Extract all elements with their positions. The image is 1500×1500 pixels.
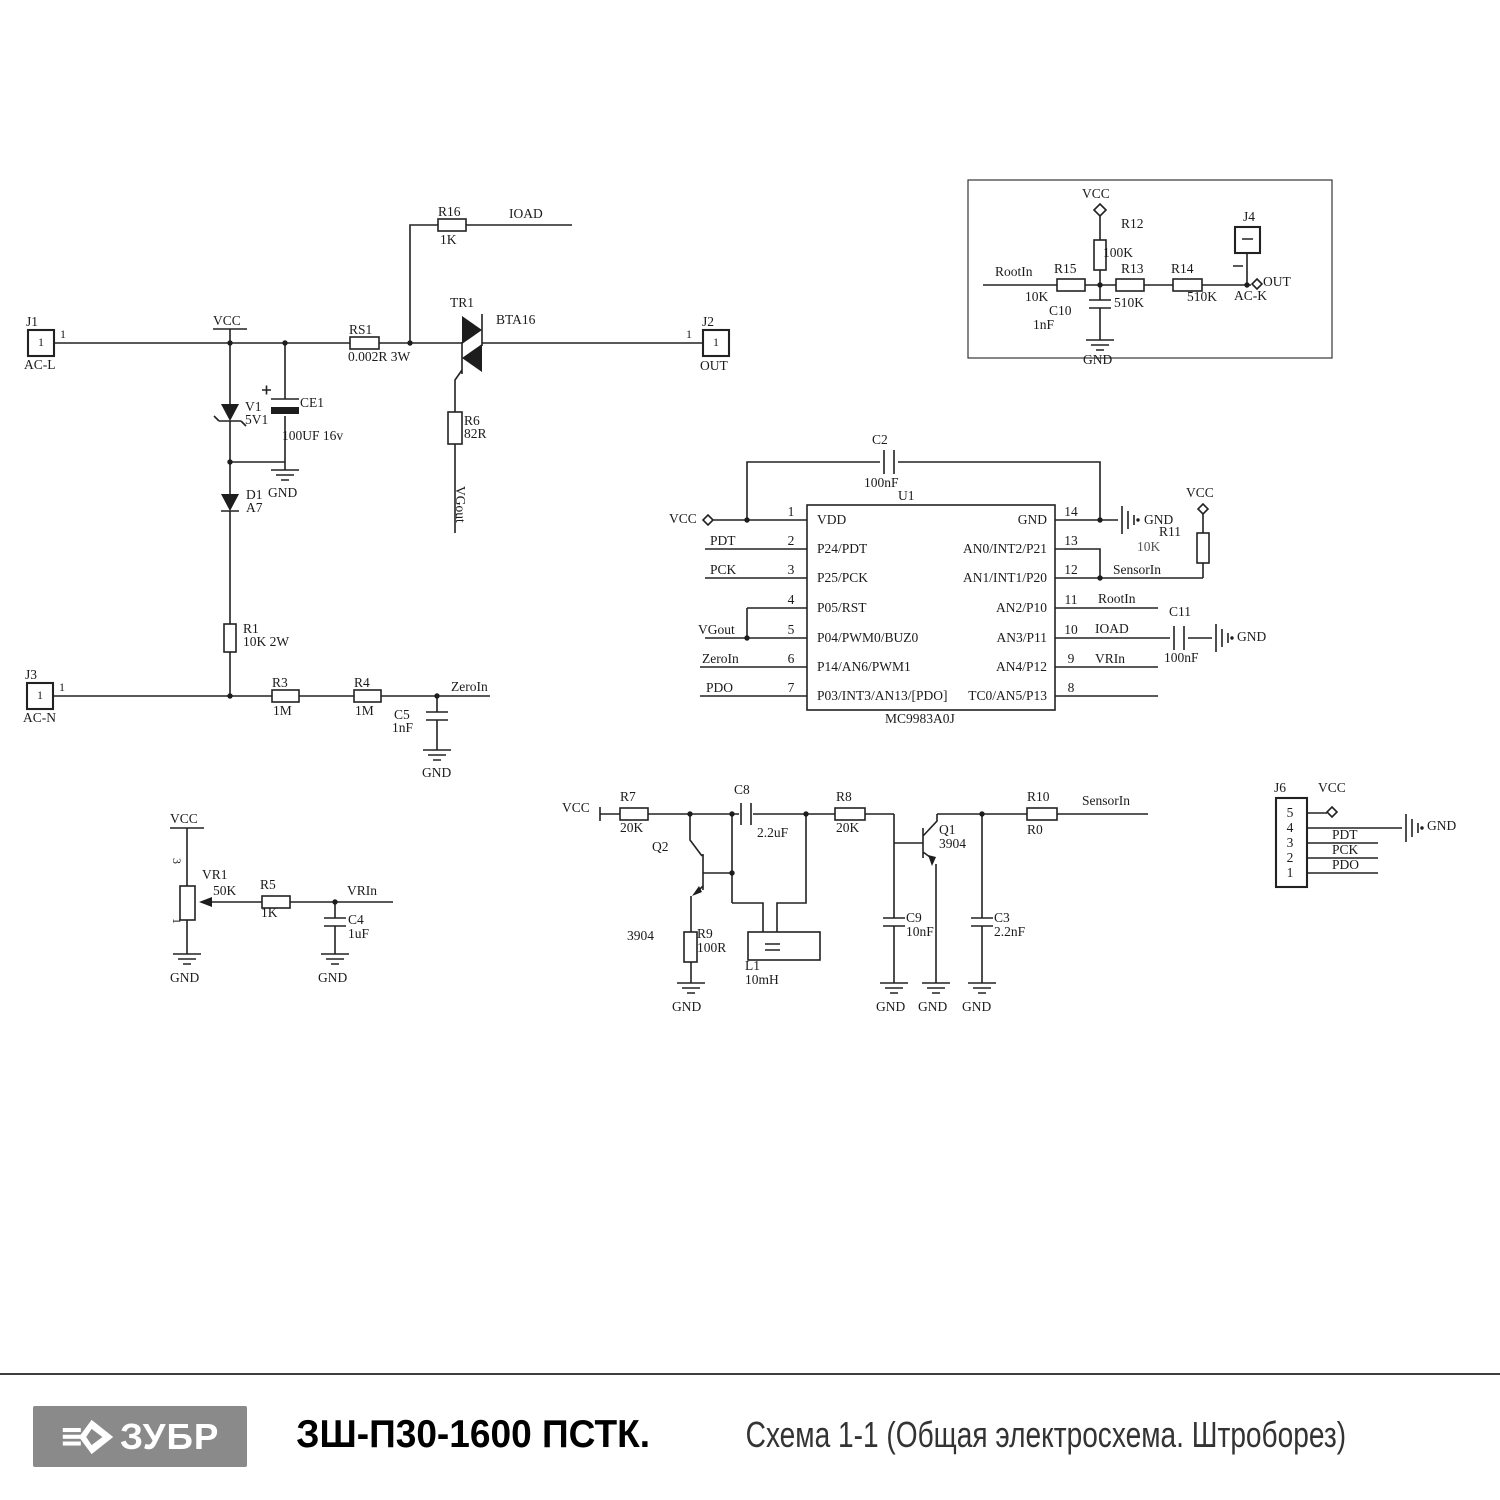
net-out: OUT (1263, 274, 1291, 289)
q2-value: 3904 (627, 928, 654, 943)
net-sensorin: SensorIn (1082, 793, 1130, 808)
r10-value: R0 (1027, 822, 1043, 837)
j6-ref: J6 (1274, 780, 1287, 795)
c3-ref: C3 (994, 910, 1010, 925)
r3-resistor-symbol (272, 690, 299, 702)
vr1-pot-symbol (180, 886, 195, 920)
u1-pin-number: 1 (787, 504, 795, 519)
r10-resistor-symbol (1027, 808, 1057, 820)
r11-value: 10K (1137, 539, 1161, 554)
r15-resistor-symbol (1057, 279, 1085, 291)
net-vgout: VGout (453, 486, 468, 523)
u1-pin-name: AN2/P10 (995, 600, 1047, 615)
u1-pin-name: P04/PWM0/BUZ0 (817, 630, 919, 645)
gnd-label: GND (962, 999, 992, 1014)
r3-ref: R3 (272, 675, 288, 690)
gnd-label: GND (672, 999, 702, 1014)
u1-pin-number: 7 (787, 680, 795, 695)
u1-pin-number: 3 (787, 562, 795, 577)
gnd-label: GND (876, 999, 906, 1014)
net-vcc: VCC (1186, 485, 1214, 500)
gnd-label: GND (422, 765, 452, 780)
c4-ref: C4 (348, 912, 364, 927)
r6-ref: R6 (464, 413, 480, 428)
j4-connector-symbol (1235, 227, 1260, 253)
j3-pin-number: 1 (59, 680, 65, 694)
gnd-label: GND (1083, 352, 1113, 367)
u1-pin-name: GND (1017, 512, 1047, 527)
net-pck: PCK (710, 562, 737, 577)
r8-ref: R8 (836, 789, 852, 804)
vcc-flag (1094, 204, 1106, 216)
r1-value: 10K 2W (243, 634, 290, 649)
c11-ref: C11 (1169, 604, 1192, 619)
c5-value: 1nF (392, 720, 414, 735)
j6-pin-label: 3 (1286, 835, 1294, 850)
gnd-symbol (321, 954, 349, 964)
r6-value: 82R (464, 426, 487, 441)
gnd-label: GND (1237, 629, 1267, 644)
r16-ref: R16 (438, 204, 461, 219)
gnd-symbol (173, 954, 201, 964)
u1-pin-number: 4 (787, 592, 795, 607)
net-vcc: VCC (1082, 186, 1110, 201)
brand-logo-text: ЗУБР (120, 1415, 220, 1457)
j6-pin-label: 5 (1286, 805, 1294, 820)
r16-resistor-symbol (438, 219, 466, 231)
c11-value: 100nF (1164, 650, 1199, 665)
c8-ref: C8 (734, 782, 750, 797)
gnd-symbol (423, 750, 451, 760)
net-pdo: PDO (706, 680, 734, 695)
r11-resistor-symbol (1197, 533, 1209, 563)
zubr-logo-icon (61, 1415, 115, 1459)
u1-pin-number: 10 (1064, 622, 1078, 637)
q1-ref: Q1 (939, 822, 956, 837)
net-ioad: IOAD (1095, 621, 1129, 636)
j1-pin-label: 1 (38, 335, 44, 349)
ce1-capacitor-symbol (262, 386, 299, 415)
r9-ref: R9 (697, 926, 713, 941)
r7-ref: R7 (620, 789, 636, 804)
net-vcc: VCC (1318, 780, 1346, 795)
r5-ref: R5 (260, 877, 276, 892)
gnd-symbol (271, 470, 299, 480)
u1-pin-name: TC0/AN5/P13 (968, 688, 1047, 703)
r9-resistor-symbol (684, 932, 697, 962)
u1-pin-number: 2 (787, 533, 795, 548)
u1-pin-number: 11 (1064, 592, 1078, 607)
q1-value: 3904 (939, 836, 966, 851)
r13-ref: R13 (1121, 261, 1144, 276)
gnd-symbol (1086, 340, 1114, 350)
r15-value: 10K (1025, 289, 1049, 304)
net-ioad: IOAD (509, 206, 543, 221)
u1-pin-name: P25/PCK (817, 570, 869, 585)
ac-section-wires (27, 219, 729, 760)
footer-title-model: ЗШ-П30-1600 ПСТК. (296, 1413, 650, 1456)
u1-pin-number: 14 (1064, 504, 1078, 519)
c3-value: 2.2nF (994, 924, 1026, 939)
gnd-label: GND (170, 970, 200, 985)
net-sensorin: SensorIn (1113, 562, 1161, 577)
rs1-value: 0.002R 3W (348, 349, 411, 364)
r15-ref: R15 (1054, 261, 1077, 276)
d1-ref: D1 (246, 487, 263, 502)
vcc-flag (1198, 504, 1208, 514)
rs1-resistor-symbol (350, 337, 379, 349)
net-pdt: PDT (1332, 827, 1358, 842)
footer-title (287, 1413, 1431, 1457)
j3-name: AC-N (23, 710, 56, 725)
gnd-symbol (968, 983, 996, 993)
rs1-ref: RS1 (349, 322, 373, 337)
c4-value: 1uF (348, 926, 370, 941)
vcc-flag (1327, 807, 1337, 817)
u1-ref: U1 (898, 488, 915, 503)
r1-resistor-symbol (224, 624, 236, 652)
u1-pin-number: 5 (787, 622, 795, 637)
u1-pin-name: AN1/INT1/P20 (963, 570, 1047, 585)
gnd-label: GND (318, 970, 348, 985)
u1-pin-name: P03/INT3/AN13/[PDO] (817, 688, 948, 703)
vr1-pin1: 1 (170, 918, 184, 924)
r12-ref: R12 (1121, 216, 1144, 231)
u1-pin-number: 6 (787, 651, 795, 666)
u1-pin-name: P14/AN6/PWM1 (817, 659, 911, 674)
tr1-value: BTA16 (496, 312, 536, 327)
r12-value: 100K (1103, 245, 1133, 260)
gnd-label: GND (268, 485, 298, 500)
r7-resistor-symbol (620, 808, 648, 820)
r4-value: 1M (355, 703, 374, 718)
j4-name: AC-K (1234, 288, 1267, 303)
ce1-value: 100UF 16v (282, 428, 344, 443)
d1-value: A7 (246, 500, 263, 515)
r14-ref: R14 (1171, 261, 1194, 276)
net-vrin: VRIn (1095, 651, 1125, 666)
j1-name: AC-L (24, 357, 56, 372)
r11-ref: R11 (1159, 524, 1182, 539)
vr1-pin3: 3 (170, 858, 184, 864)
l1-ref: L1 (745, 958, 760, 973)
c8-value: 2.2uF (757, 825, 789, 840)
brand-logo (33, 1406, 247, 1467)
r10-ref: R10 (1027, 789, 1050, 804)
j6-pin-label: 1 (1286, 865, 1294, 880)
net-zeroin: ZeroIn (451, 679, 488, 694)
r13-resistor-symbol (1116, 279, 1144, 291)
r1-ref: R1 (243, 621, 259, 636)
j3-pin-label: 1 (37, 688, 43, 702)
c5-ref: C5 (394, 707, 410, 722)
j2-pin-number: 1 (686, 327, 692, 341)
footer-divider (0, 1373, 1500, 1375)
u1-pin-name: P24/PDT (817, 541, 868, 556)
r14-value: 510K (1187, 289, 1217, 304)
r7-value: 20K (620, 820, 644, 835)
r8-value: 20K (836, 820, 860, 835)
net-pck: PCK (1332, 842, 1359, 857)
j2-ref: J2 (702, 314, 715, 329)
c9-value: 10nF (906, 924, 934, 939)
u1-pin-name: AN0/INT2/P21 (963, 541, 1047, 556)
j1-ref: J1 (26, 314, 39, 329)
footer-title-subtitle: Схема 1-1 (Общая электросхема. Штроборез) (745, 1414, 1347, 1455)
gnd-symbol-rotated (1216, 624, 1228, 652)
u1-pin-number: 9 (1067, 651, 1075, 666)
v1-value: 5V1 (245, 412, 269, 427)
net-rootin: RootIn (995, 264, 1033, 279)
j4-ref: J4 (1243, 209, 1256, 224)
gnd-symbol (677, 983, 705, 993)
r3-value: 1M (273, 703, 292, 718)
sensor-osc-wires (600, 803, 1148, 993)
r5-value: 1K (261, 905, 278, 920)
q1-emitter-arrow (928, 855, 936, 866)
gnd-symbol (922, 983, 950, 993)
j2-name: OUT (700, 358, 728, 373)
c10-ref: C10 (1049, 303, 1072, 318)
u1-pin-number: 13 (1064, 533, 1078, 548)
gnd-symbol-rotated (1406, 814, 1418, 842)
gnd-label: GND (1144, 512, 1174, 527)
gnd-symbol (880, 983, 908, 993)
r6-resistor-symbol (448, 412, 462, 444)
vr1-ref: VR1 (202, 867, 228, 882)
net-vcc: VCC (213, 313, 241, 328)
u1-pin-number: 8 (1067, 680, 1075, 695)
j3-ref: J3 (25, 667, 38, 682)
u1-pin-name: VDD (817, 512, 847, 527)
gnd-symbol-rotated (1122, 506, 1134, 534)
r4-resistor-symbol (354, 690, 381, 702)
gnd-label: GND (1427, 818, 1457, 833)
vr1-value: 50K (213, 883, 237, 898)
ce1-ref: CE1 (300, 395, 325, 410)
l1-value: 10mH (745, 972, 779, 987)
c10-value: 1nF (1033, 317, 1055, 332)
v1-ref: V1 (245, 399, 262, 414)
q2-ref: Q2 (652, 839, 669, 854)
j6-pin-label: 2 (1286, 850, 1294, 865)
vr1-wiper-arrow (199, 897, 212, 907)
vcc-flag (703, 515, 713, 525)
net-vcc: VCC (669, 511, 697, 526)
net-zeroin: ZeroIn (702, 651, 739, 666)
r13-value: 510K (1114, 295, 1144, 310)
u1-pin-number: 12 (1064, 562, 1078, 577)
gnd-label: GND (918, 999, 948, 1014)
r16-value: 1K (440, 232, 457, 247)
u1-part: MC9983A0J (885, 711, 955, 726)
j1-pin-number: 1 (60, 327, 66, 341)
net-pdt: PDT (710, 533, 736, 548)
c9-ref: C9 (906, 910, 922, 925)
tr1-ref: TR1 (450, 295, 475, 310)
r9-value: 100R (697, 940, 727, 955)
net-vcc: VCC (562, 800, 590, 815)
net-vcc: VCC (170, 811, 198, 826)
net-pdo: PDO (1332, 857, 1360, 872)
j2-pin-label: 1 (713, 335, 719, 349)
u1-pin-name: AN3/P11 (996, 630, 1047, 645)
l1-inductor-symbol (748, 932, 820, 960)
c2-value: 100nF (864, 475, 899, 490)
d1-diode-symbol (221, 494, 239, 511)
j6-pin-label: 4 (1286, 820, 1294, 835)
r8-resistor-symbol (835, 808, 865, 820)
net-rootin: RootIn (1098, 591, 1136, 606)
u1-pin-name: P05/RST (817, 600, 867, 615)
net-vrin: VRIn (347, 883, 377, 898)
net-vgout: VGout (698, 622, 735, 637)
c2-ref: C2 (872, 432, 888, 447)
r4-ref: R4 (354, 675, 370, 690)
u1-pin-name: AN4/P12 (995, 659, 1047, 674)
